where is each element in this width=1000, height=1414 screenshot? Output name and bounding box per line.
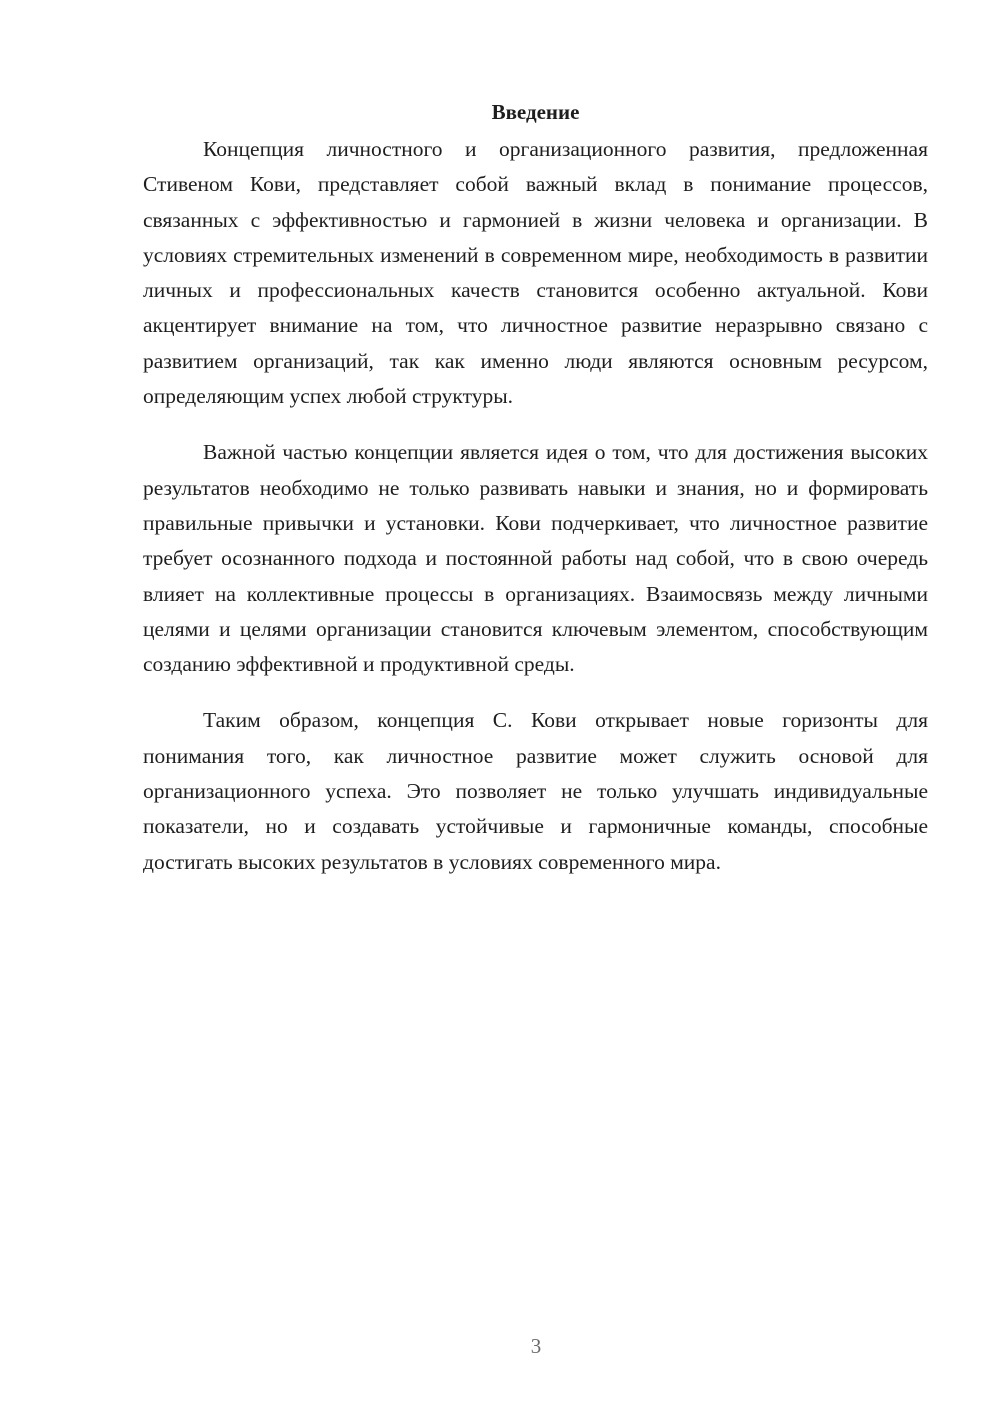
paragraph-1: Концепция личностного и организационного развития, предложенная Стивеном Кови, представляет собой важный вклад в понимание процессов, связанных с эффективностью и гармонией в жизни человека и организации. В условиях стремительных изменений в современном мире, необходимость в развитии личных и профессиональных качеств становится особенно актуальной. Кови акцентирует внимание на том, что личностное развитие неразрывно связано с развитием организаций, так как именно люди являются основным ресурсом, определяющим успех любой структуры. — [143, 137, 928, 409]
section-title: Введение — [491, 100, 580, 124]
document-body — [143, 92, 928, 880]
page-number: 3 — [530, 1334, 542, 1358]
paragraph-2: Важной частью концепции является идея о том, что для достижения высоких результатов необходимо не только развивать навыки и знания, но и формировать правильные привычки и установки. Кови подчеркивает, что личностное развитие требует осознанного подхода и постоянной работы над собой, что в свою очередь влияет на коллективные процессы в организациях. Взаимосвязь между личными целями и целями организации становится ключевым элементом, способствующим созданию эффективной и продуктивной среды. — [143, 440, 928, 677]
paragraph-3: Таким образом, концепция С. Кови открывает новые горизонты для понимания того, как личностное развитие может служить основой для организационного успеха. Это позволяет не только улучшать индивидуальные показатели, но и создавать устойчивые и гармоничные команды, способные достигать высоких результатов в условиях современного мира. — [143, 708, 928, 874]
